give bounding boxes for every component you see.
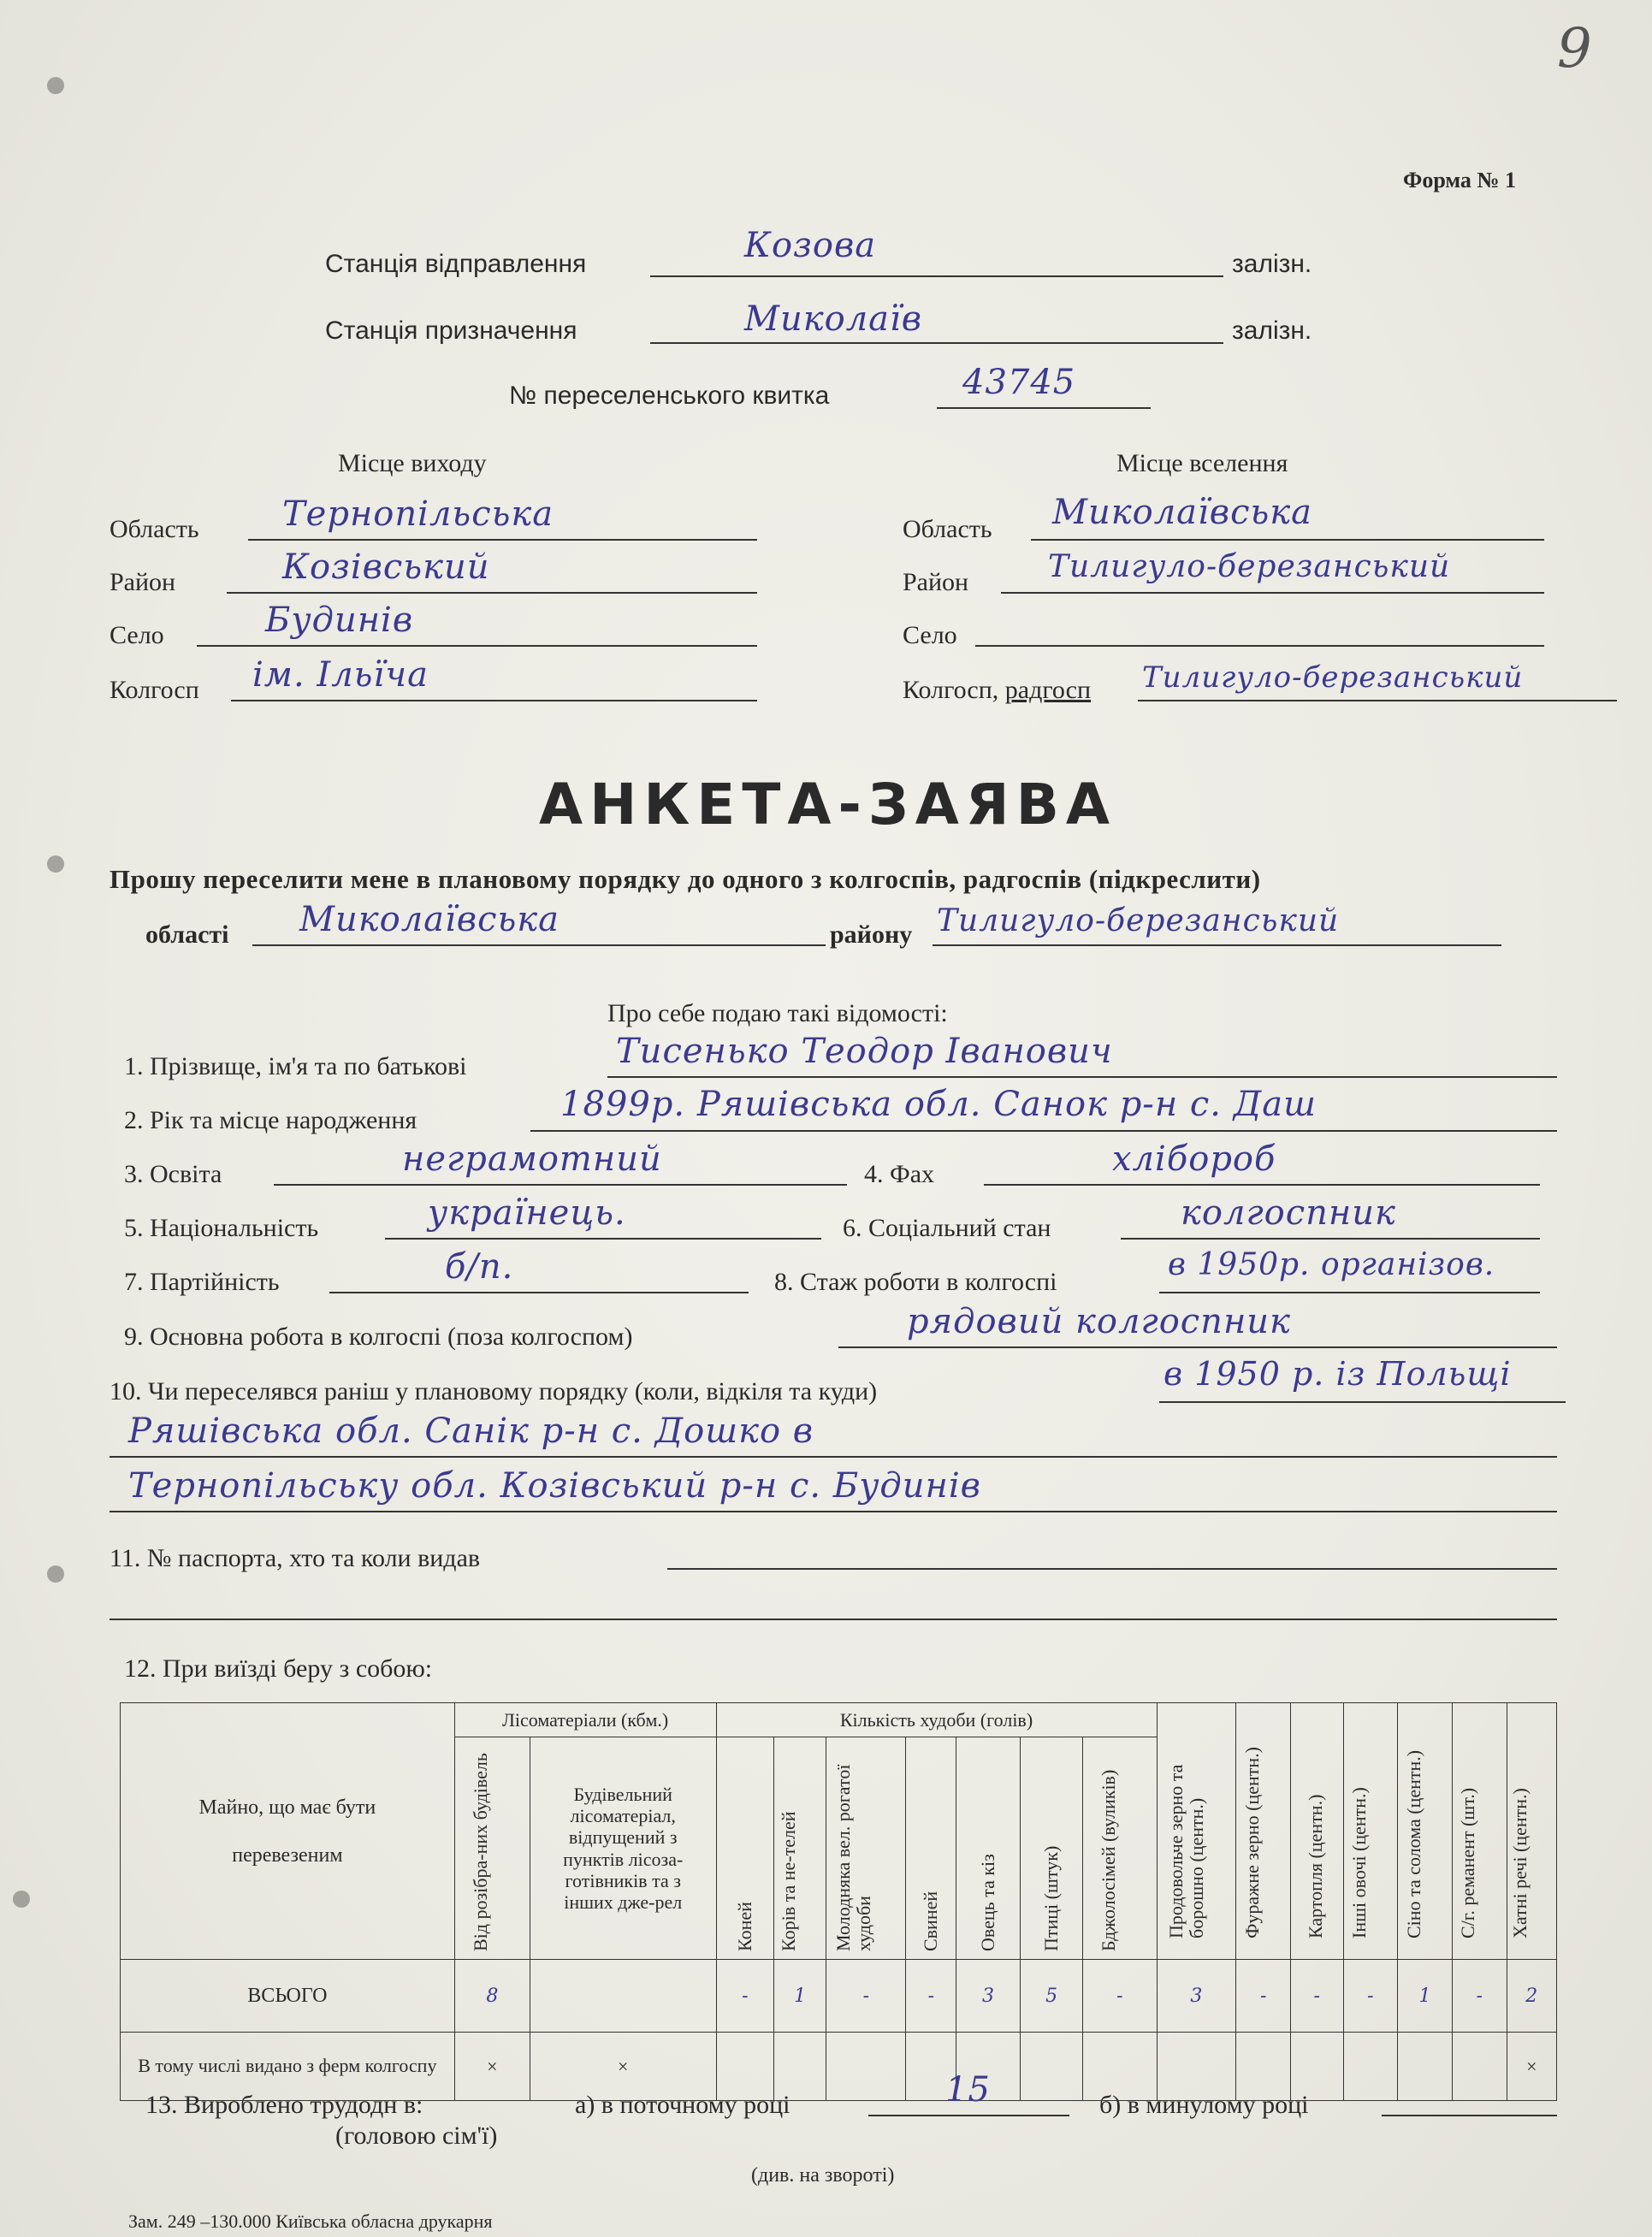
- dest-selo-label: Село: [903, 621, 957, 649]
- request-raion-label: району: [830, 920, 913, 949]
- origin-raion-value: Козівський: [282, 547, 490, 587]
- header-veg: [1343, 1703, 1398, 1960]
- header-dismantled: [454, 1737, 530, 1960]
- f13-label: 13. Вироблено трудодн в:: [145, 2091, 423, 2119]
- header-group-timber: Лісоматеріали (кбм.): [454, 1703, 716, 1737]
- underline: [252, 944, 826, 946]
- underline: [1159, 1401, 1566, 1403]
- underline: [1138, 700, 1617, 701]
- destination-heading: Місце вселення: [1116, 449, 1288, 477]
- origin-selo-value: Будинів: [265, 601, 414, 640]
- f8-label: 8. Стаж роботи в колгоспі: [774, 1268, 1057, 1296]
- underline: [933, 944, 1501, 946]
- f12-label: 12. При виїзді беру з собою:: [124, 1654, 433, 1683]
- header-inventory: [1452, 1703, 1507, 1960]
- f7-value: б/п.: [445, 1247, 514, 1287]
- f10-value-2: Ряшівська обл. Санік р-н с. Дошко в: [128, 1411, 814, 1451]
- underline: [650, 342, 1223, 344]
- goods-table: [120, 1702, 1557, 2101]
- archive-page-number: 9: [1557, 17, 1593, 80]
- header-horses-text: Коней: [733, 1901, 755, 1951]
- f10-label: 10. Чи переселявся раніш у плановому порядку (коли, відкіля та куди): [110, 1377, 878, 1406]
- origin-oblast-value: Тернопільська: [282, 494, 554, 534]
- header-household-text: Хатні речі (центн.): [1509, 1787, 1531, 1938]
- destination-station-label: Станція призначення: [325, 317, 577, 345]
- underline: [1121, 1238, 1540, 1240]
- dest-oblast-label: Область: [903, 515, 992, 543]
- header-hay-text: Сіно та солома (центн.): [1402, 1749, 1424, 1938]
- ticket-value: 43745: [962, 363, 1076, 402]
- header-pigs: [906, 1737, 956, 1960]
- form-number: Форма № 1: [1403, 168, 1517, 192]
- table-cell: -: [1291, 1960, 1343, 2033]
- printer-note: Зам. 249 –130.000 Київська обласна друкарня: [128, 2210, 493, 2232]
- header-property: Майно, що має бути перевезеним: [121, 1703, 455, 1960]
- underline: [274, 1184, 847, 1186]
- punch-hole: [47, 77, 64, 94]
- table-cell: [1021, 2033, 1083, 2101]
- f2-value: 1899р. Ряшівська обл. Санок р-н с. Даш: [560, 1085, 1317, 1124]
- f11-label: 11. № паспорта, хто та коли видав: [110, 1544, 481, 1572]
- punch-hole: [47, 855, 64, 873]
- dest-oblast-value: Миколаївська: [1052, 493, 1312, 532]
- f1-value: Тисенько Теодор Іванович: [616, 1032, 1113, 1071]
- punch-hole: [47, 1565, 64, 1583]
- header-grain: [1157, 1703, 1236, 1960]
- table-cell: [1343, 2033, 1398, 2101]
- underline: [1159, 1292, 1540, 1293]
- table-cell: -: [826, 1960, 906, 2033]
- departure-rail-suffix: залізн.: [1232, 250, 1312, 278]
- row-total-label: ВСЬОГО: [121, 1960, 455, 2033]
- table-cell: 3: [1157, 1960, 1236, 2033]
- underline: [667, 1568, 1557, 1570]
- header-group-livestock: Кількість худоби (голів): [716, 1703, 1157, 1737]
- header-sheep: [956, 1737, 1021, 1960]
- dest-kolhosp-label-a: Колгосп,: [903, 676, 1005, 704]
- dest-kolhosp-value: Тилигуло-березанський: [1142, 660, 1524, 695]
- request-raion-value: Тилигуло-березанський: [937, 903, 1340, 938]
- table-cell: ×: [530, 2033, 716, 2101]
- underline: [975, 645, 1544, 647]
- f3-value: неграмотний: [402, 1139, 662, 1179]
- origin-heading: Місце виходу: [338, 449, 487, 477]
- f4-label: 4. Фах: [864, 1160, 935, 1188]
- f13-sub: (головою сім'ї): [335, 2122, 498, 2150]
- f5-value: українець.: [428, 1193, 626, 1233]
- underline: [197, 645, 757, 647]
- table-cell: 1: [774, 1960, 826, 2033]
- f5-label: 5. Національність: [124, 1214, 319, 1242]
- table-cell: -: [1083, 1960, 1157, 2033]
- header-young-text: Молодняка вел. рогатої худоби: [832, 1764, 875, 1951]
- f10-value-3: Тернопільську обл. Козівський р-н с. Будинів: [128, 1466, 981, 1506]
- table-cell: 8: [454, 1960, 530, 2033]
- underline: [937, 407, 1151, 409]
- header-horses: [716, 1737, 774, 1960]
- table-cell: -: [1452, 1960, 1507, 2033]
- destination-station-value: Миколаїв: [744, 299, 923, 339]
- header-potato-text: Картопля (центн.): [1305, 1794, 1327, 1938]
- f13-previous-label: б) в минулому році: [1099, 2091, 1309, 2119]
- f6-value: колгоспник: [1181, 1193, 1396, 1233]
- underline: [110, 1619, 1557, 1620]
- header-building-timber: Будівельний лісоматеріал, відпущений з пунктів лісоза-готівників та з інших дже-рел: [530, 1737, 716, 1960]
- table-cell: -: [1343, 1960, 1398, 2033]
- footer-note: (див. на звороті): [751, 2164, 895, 2187]
- underline: [329, 1292, 749, 1293]
- about-heading: Про себе подаю такі відомості:: [607, 999, 948, 1027]
- header-grain-text: Продовольче зерно та борошно (центн.): [1165, 1764, 1208, 1938]
- table-cell: ×: [1507, 2033, 1556, 2101]
- header-dismantled-text: Від розібра-них будівель: [470, 1752, 492, 1951]
- departure-value: Козова: [744, 226, 877, 265]
- underline: [607, 1076, 1557, 1078]
- f10-value-1: в 1950 р. із Польщі: [1164, 1355, 1512, 1393]
- dest-raion-label: Район: [903, 568, 969, 596]
- table-cell: 5: [1021, 1960, 1083, 2033]
- row-farm-label: В тому числі видано з ферм колгоспу: [121, 2033, 455, 2101]
- underline: [1031, 539, 1544, 541]
- underline: [984, 1184, 1540, 1186]
- table-cell: 1: [1398, 1960, 1453, 2033]
- request-oblast-label: області: [145, 920, 229, 949]
- underline: [385, 1238, 821, 1240]
- f9-label: 9. Основна робота в колгоспі (поза колгоспом): [124, 1323, 633, 1351]
- f9-value: рядовий колгоспник: [907, 1302, 1291, 1341]
- header-sheep-text: Овець та кіз: [976, 1853, 998, 1951]
- underline: [110, 1511, 1557, 1512]
- form-title: АНКЕТА-ЗАЯВА: [539, 772, 1117, 837]
- header-birds: [1021, 1737, 1083, 1960]
- table-cell: -: [906, 1960, 956, 2033]
- header-cows-text: Корів та не-телей: [778, 1811, 800, 1951]
- table-cell: -: [1236, 1960, 1291, 2033]
- header-bees: [1083, 1737, 1157, 1960]
- table-cell: ×: [454, 2033, 530, 2101]
- origin-kolhosp-label: Колгосп: [110, 676, 199, 704]
- header-bees-text: Бджолосімей (вуликів): [1097, 1769, 1119, 1951]
- f13-current-label: а) в поточному році: [575, 2091, 790, 2119]
- f2-label: 2. Рік та місце народження: [124, 1106, 417, 1134]
- header-cows: [774, 1737, 826, 1960]
- underline: [650, 275, 1223, 277]
- f3-label: 3. Освіта: [124, 1160, 222, 1188]
- underline: [227, 592, 757, 594]
- f6-label: 6. Соціальний стан: [843, 1214, 1051, 1242]
- table-cell: [826, 2033, 906, 2101]
- f7-label: 7. Партійність: [124, 1268, 280, 1296]
- underline: [530, 1130, 1557, 1132]
- table-cell: [1398, 2033, 1453, 2101]
- header-potato: [1291, 1703, 1343, 1960]
- f8-value: в 1950р. організов.: [1168, 1247, 1495, 1282]
- table-cell: [530, 1960, 716, 2033]
- underline: [231, 700, 757, 701]
- f4-value: хлібороб: [1112, 1139, 1276, 1179]
- request-oblast-value: Миколаївська: [299, 900, 560, 939]
- header-forage: [1236, 1703, 1291, 1960]
- request-text: Прошу переселити мене в плановому порядку до одного з колгоспів, радгоспів (підкреслити): [110, 864, 1261, 894]
- underline: [838, 1346, 1557, 1348]
- table-row-total: [121, 1960, 1557, 2033]
- underline: [248, 539, 757, 541]
- header-household: [1507, 1703, 1556, 1960]
- table-cell: 3: [956, 1960, 1021, 2033]
- underline: [1001, 592, 1544, 594]
- origin-selo-label: Село: [110, 621, 164, 649]
- punch-hole: [13, 1891, 30, 1908]
- header-inventory-text: С/г. реманент (шт.): [1457, 1787, 1479, 1938]
- ticket-label: № переселенського квитка: [509, 382, 830, 410]
- underline: [110, 1456, 1557, 1458]
- header-pigs-text: Свиней: [920, 1891, 942, 1951]
- header-hay: [1398, 1703, 1453, 1960]
- f13-current-value: 15: [945, 2070, 991, 2110]
- header-young: [826, 1737, 906, 1960]
- table-cell: 2: [1507, 1960, 1556, 2033]
- origin-oblast-label: Область: [110, 515, 199, 543]
- dest-kolhosp-label-b: радгосп: [1004, 676, 1092, 704]
- header-forage-text: Фуражне зерно (центн.): [1240, 1746, 1263, 1938]
- destination-rail-suffix: залізн.: [1232, 317, 1312, 345]
- header-veg-text: Інші овочі (центн.): [1347, 1786, 1370, 1938]
- departure-label: Станція відправлення: [325, 250, 587, 278]
- origin-raion-label: Район: [110, 568, 176, 596]
- underline: [868, 2115, 1069, 2116]
- dest-kolhosp-label: [903, 676, 1091, 705]
- table-cell: [1452, 2033, 1507, 2101]
- dest-raion-value: Тилигуло-березанський: [1048, 549, 1451, 584]
- underline: [1382, 2115, 1557, 2116]
- origin-kolhosp-value: ім. Ільїча: [252, 655, 429, 695]
- f1-label: 1. Прізвище, ім'я та по батькові: [124, 1052, 467, 1080]
- table-cell: -: [716, 1960, 774, 2033]
- header-birds-text: Птиці (штук): [1039, 1845, 1062, 1951]
